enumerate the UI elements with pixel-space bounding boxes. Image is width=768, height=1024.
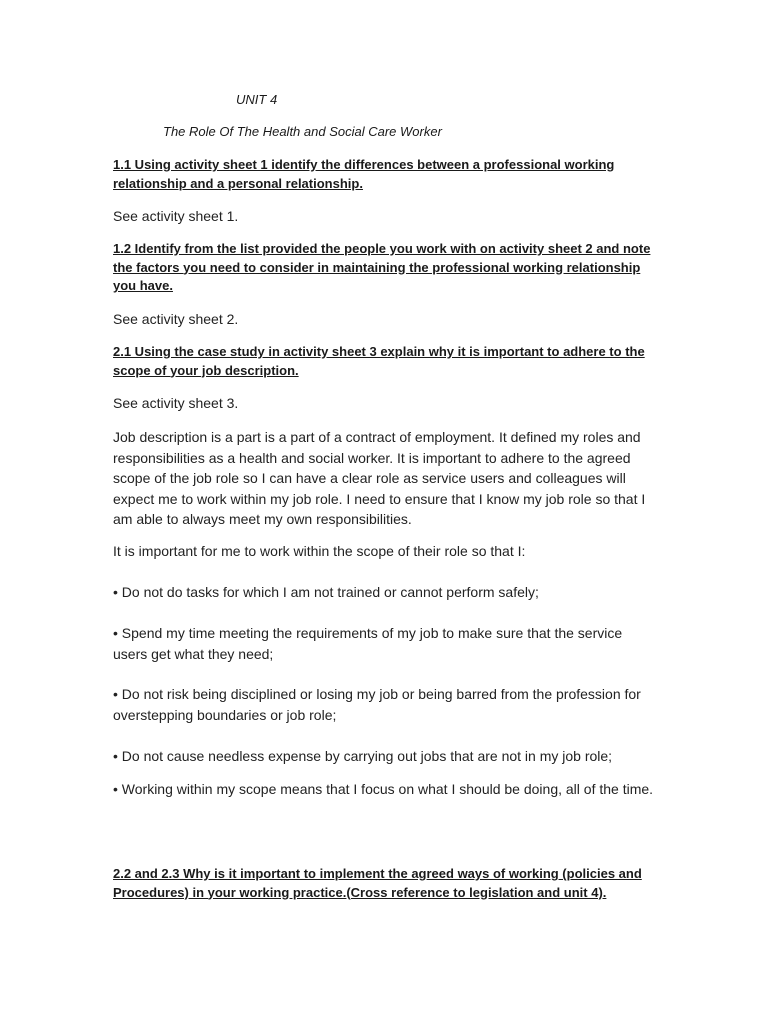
bullet-item: • Do not do tasks for which I am not trained or cannot perform safely;: [113, 584, 539, 600]
unit-heading: UNIT 4: [236, 92, 278, 107]
answer-paragraph: It is important for me to work within the scope of their role so that I:: [113, 543, 526, 559]
answer-paragraph: Job description is a part is a part of a contract of employment. It defined my roles and responsibilities as a health and social worker. It is important to adhere to the agreed scope of the job role so I can have a clear role as service users and colleagues will expect me to work within my job role. I need to ensure that I know my job role so that I am able to always meet my own responsibilities.: [113, 429, 646, 527]
bullet-item: • Do not cause needless expense by carrying out jobs that are not in my job role;: [113, 748, 613, 764]
answer-2-1: See activity sheet 3.: [113, 395, 239, 411]
answer-1-2: See activity sheet 2.: [113, 311, 239, 327]
bullet-item: • Spend my time meeting the requirements of my job to make sure that the service users get what they need;: [113, 625, 623, 662]
question-2-1: 2.1 Using the case study in activity sheet 3 explain why it is important to adhere to the scope of your job description.: [113, 344, 645, 378]
answer-1-1: See activity sheet 1.: [113, 208, 239, 224]
document-title: The Role Of The Health and Social Care Worker: [163, 124, 442, 139]
question-1-2: 1.2 Identify from the list provided the people you work with on activity sheet 2 and note the factors you need to consider in maintaining the professional working relationship you have.: [113, 241, 651, 293]
question-2-2-and-2-3: 2.2 and 2.3 Why is it important to implement the agreed ways of working (policies and Procedures) in your working practice.(Cross reference to legislation and unit 4).: [113, 866, 642, 900]
question-1-1: 1.1 Using activity sheet 1 identify the differences between a professional working relationship and a personal relationship.: [113, 157, 615, 191]
bullet-item: • Do not risk being disciplined or losing my job or being barred from the profession for overstepping boundaries or job role;: [113, 686, 641, 723]
bullet-item: • Working within my scope means that I focus on what I should be doing, all of the time.: [113, 781, 654, 797]
